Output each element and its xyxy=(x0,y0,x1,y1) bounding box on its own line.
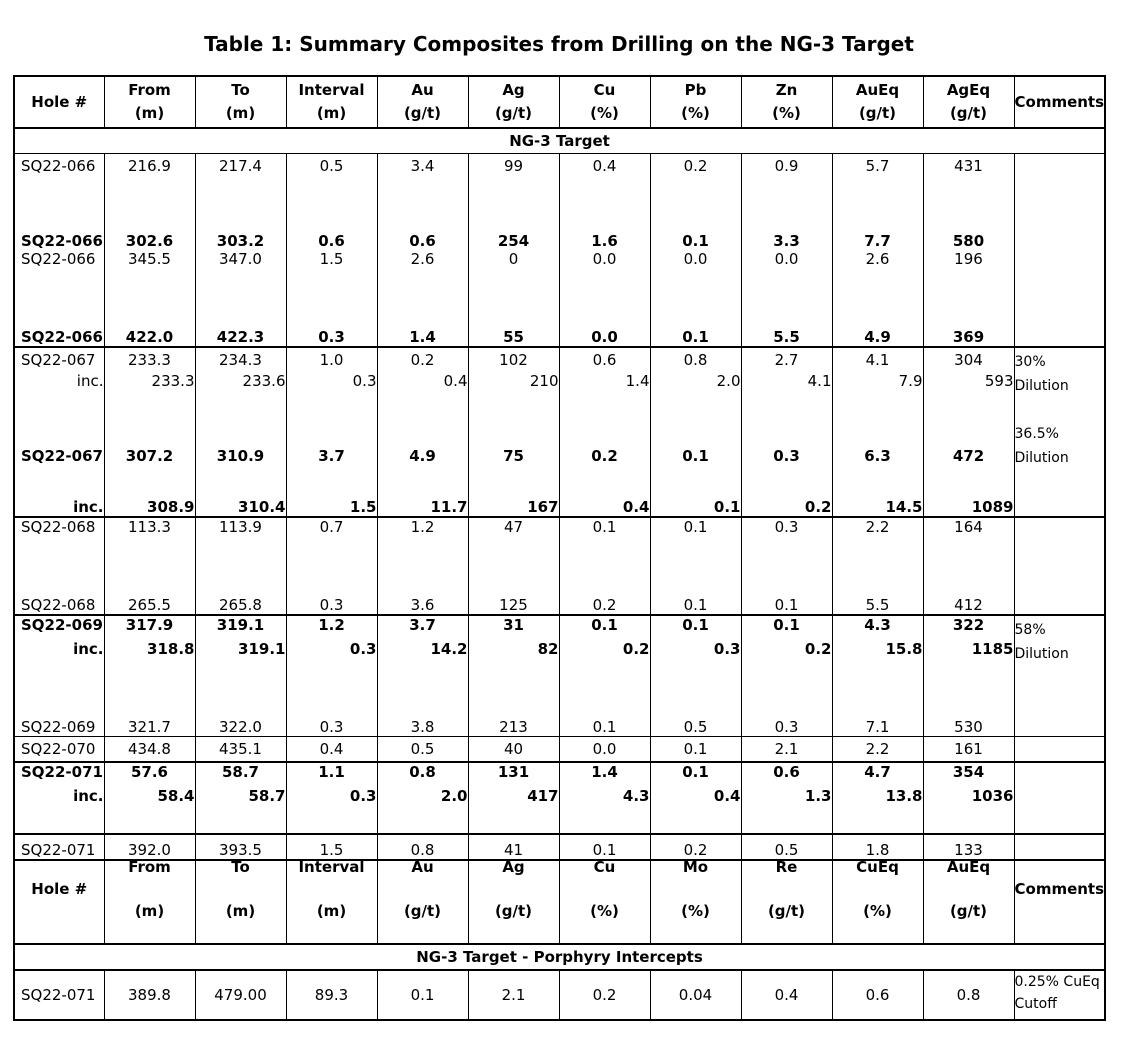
value-cell: 1.4 xyxy=(377,274,468,347)
value-cell: 75 xyxy=(468,420,559,492)
value-cell: 1.8 xyxy=(832,811,923,860)
column-header xyxy=(832,76,923,128)
value-cell: 15.8 xyxy=(832,640,923,688)
column-header-label: Hole # xyxy=(31,92,88,111)
column-header-label: CuEq xyxy=(856,857,899,876)
value-cell: 0.6 xyxy=(832,970,923,1020)
column-header xyxy=(923,76,1014,128)
value-cell: 4.1 xyxy=(832,347,923,372)
value-cell: 308.9 xyxy=(104,492,195,517)
value-cell: 2.6 xyxy=(377,250,468,274)
column-header xyxy=(14,834,104,944)
value-cell: 389.8 xyxy=(104,970,195,1020)
table-title: Table 1: Summary Composites from Drilling on the NG-3 Target xyxy=(204,32,914,56)
value-cell: 233.6 xyxy=(195,372,286,420)
value-cell: 0.6 xyxy=(286,178,377,250)
value-cell: 7.1 xyxy=(832,688,923,737)
column-header-label: Cu xyxy=(593,81,616,99)
column-header-unit: (g/t) xyxy=(403,104,442,122)
column-header xyxy=(195,76,286,128)
value-cell: 431 xyxy=(923,154,1014,179)
composites-table xyxy=(13,75,1106,861)
column-header-unit: (m) xyxy=(134,901,165,920)
value-cell: 40 xyxy=(468,737,559,763)
value-cell: 89.3 xyxy=(286,970,377,1020)
column-header-label: Comments xyxy=(1014,879,1105,898)
value-cell: 3.8 xyxy=(377,688,468,737)
value-cell: 347.0 xyxy=(195,250,286,274)
value-cell: 0.3 xyxy=(741,420,832,492)
value-cell: 14.2 xyxy=(377,640,468,688)
value-cell: 0.1 xyxy=(650,274,741,347)
hole-cell: inc. xyxy=(14,492,104,517)
column-header-unit: (g/t) xyxy=(403,901,442,920)
table-row xyxy=(14,615,1105,640)
value-cell: 422.3 xyxy=(195,274,286,347)
value-cell: 3.7 xyxy=(377,615,468,640)
value-cell: 0.9 xyxy=(741,154,832,179)
table-row xyxy=(14,492,1105,517)
value-cell: 2.0 xyxy=(377,787,468,811)
value-cell: 113.3 xyxy=(104,517,195,542)
value-cell: 317.9 xyxy=(104,615,195,640)
column-header-unit: (%) xyxy=(681,104,710,122)
table-row xyxy=(14,737,1105,763)
hole-cell: SQ22-067 xyxy=(14,420,104,492)
value-cell: 0.3 xyxy=(741,688,832,737)
value-cell: 3.7 xyxy=(286,420,377,492)
value-cell: 0.8 xyxy=(377,811,468,860)
value-cell: 164 xyxy=(923,517,1014,542)
value-cell: 318.8 xyxy=(104,640,195,688)
value-cell: 0.1 xyxy=(650,178,741,250)
column-header-label: Re xyxy=(775,857,798,876)
column-header-unit: (%) xyxy=(772,104,801,122)
value-cell: 0.2 xyxy=(559,640,650,688)
value-cell: 1.5 xyxy=(286,250,377,274)
column-header-label: Ag xyxy=(502,857,525,876)
value-cell: 0.2 xyxy=(559,420,650,492)
hole-cell: SQ22-068 xyxy=(14,517,104,542)
value-cell: 0.3 xyxy=(650,640,741,688)
hole-cell: SQ22-069 xyxy=(14,615,104,640)
value-cell: 102 xyxy=(468,347,559,372)
value-cell: 0.4 xyxy=(559,492,650,517)
column-header-unit: (g/t) xyxy=(858,104,897,122)
column-header-unit: (g/t) xyxy=(767,901,806,920)
value-cell: 0.1 xyxy=(650,542,741,615)
value-cell: 4.9 xyxy=(377,420,468,492)
table-row xyxy=(14,517,1105,542)
column-header-unit: (g/t) xyxy=(494,901,533,920)
value-cell: 310.9 xyxy=(195,420,286,492)
column-header xyxy=(377,834,468,944)
value-cell: 472 xyxy=(923,420,1014,492)
value-cell: 319.1 xyxy=(195,615,286,640)
value-cell: 113.9 xyxy=(195,517,286,542)
value-cell: 412 xyxy=(923,542,1014,615)
column-header xyxy=(741,834,832,944)
value-cell: 217.4 xyxy=(195,154,286,179)
hole-cell: SQ22-071 xyxy=(14,762,104,787)
value-cell: 0.1 xyxy=(650,737,741,763)
column-header-label: AuEq xyxy=(855,81,900,99)
value-cell: 0.3 xyxy=(286,688,377,737)
value-cell: 234.3 xyxy=(195,347,286,372)
value-cell: 99 xyxy=(468,154,559,179)
value-cell: 580 xyxy=(923,178,1014,250)
value-cell: 0.1 xyxy=(650,492,741,517)
table-row xyxy=(14,274,1105,347)
column-header-label: From xyxy=(128,857,171,876)
value-cell: 6.3 xyxy=(832,420,923,492)
comment-cell xyxy=(1014,737,1105,763)
column-header-label: Interval xyxy=(298,857,365,876)
value-cell: 0.1 xyxy=(650,420,741,492)
value-cell: 233.3 xyxy=(104,347,195,372)
value-cell: 1.6 xyxy=(559,178,650,250)
value-cell: 0.7 xyxy=(286,517,377,542)
column-header xyxy=(468,834,559,944)
value-cell: 0.4 xyxy=(559,154,650,179)
porphyry-table xyxy=(13,833,1106,1021)
hole-cell: SQ22-067 xyxy=(14,347,104,372)
value-cell: 1.5 xyxy=(286,492,377,517)
value-cell: 1089 xyxy=(923,492,1014,517)
column-header-unit: (g/t) xyxy=(949,104,988,122)
value-cell: 0.3 xyxy=(286,274,377,347)
column-header-label: Ag xyxy=(502,81,525,99)
hole-cell: SQ22-070 xyxy=(14,737,104,763)
column-header-unit: (%) xyxy=(590,901,619,920)
table-row xyxy=(14,787,1105,811)
column-header xyxy=(468,76,559,128)
column-header-unit: (m) xyxy=(225,104,256,122)
value-cell: 392.0 xyxy=(104,811,195,860)
value-cell: 0.1 xyxy=(741,615,832,640)
value-cell: 2.2 xyxy=(832,517,923,542)
column-header-label: From xyxy=(128,81,171,99)
value-cell: 4.3 xyxy=(832,615,923,640)
column-header-unit: (g/t) xyxy=(949,901,988,920)
value-cell: 307.2 xyxy=(104,420,195,492)
value-cell: 0.0 xyxy=(650,250,741,274)
value-cell: 0.1 xyxy=(650,762,741,787)
value-cell: 0.3 xyxy=(286,372,377,420)
column-header-label: Hole # xyxy=(31,879,88,898)
value-cell: 0.1 xyxy=(650,615,741,640)
value-cell: 82 xyxy=(468,640,559,688)
table-row xyxy=(14,154,1105,179)
value-cell: 354 xyxy=(923,762,1014,787)
value-cell: 0.1 xyxy=(559,811,650,860)
comment-cell xyxy=(1014,517,1105,615)
value-cell: 417 xyxy=(468,787,559,811)
value-cell: 1.0 xyxy=(286,347,377,372)
value-cell: 2.1 xyxy=(741,737,832,763)
column-header xyxy=(559,76,650,128)
table-row xyxy=(14,347,1105,372)
value-cell: 0.2 xyxy=(559,542,650,615)
value-cell: 0.8 xyxy=(377,762,468,787)
value-cell: 0.3 xyxy=(741,517,832,542)
table-row xyxy=(14,762,1105,787)
header-row xyxy=(14,834,1105,944)
column-header xyxy=(650,834,741,944)
column-header-label: Au xyxy=(411,857,434,876)
value-cell: 345.5 xyxy=(104,250,195,274)
value-cell: 321.7 xyxy=(104,688,195,737)
value-cell: 1.1 xyxy=(286,762,377,787)
value-cell: 11.7 xyxy=(377,492,468,517)
value-cell: 133 xyxy=(923,811,1014,860)
hole-cell: inc. xyxy=(14,787,104,811)
value-cell: 0.5 xyxy=(741,811,832,860)
value-cell: 58.7 xyxy=(195,762,286,787)
value-cell: 0.3 xyxy=(286,787,377,811)
value-cell: 3.4 xyxy=(377,154,468,179)
value-cell: 0.3 xyxy=(286,542,377,615)
value-cell: 167 xyxy=(468,492,559,517)
column-header-unit: (%) xyxy=(590,104,619,122)
value-cell: 0.0 xyxy=(559,737,650,763)
comment-cell: 30% Dilution xyxy=(1014,347,1105,420)
column-header-unit: (%) xyxy=(681,901,710,920)
value-cell: 233.3 xyxy=(104,372,195,420)
table-row xyxy=(14,970,1105,1020)
value-cell: 1036 xyxy=(923,787,1014,811)
value-cell: 7.9 xyxy=(832,372,923,420)
value-cell: 1.2 xyxy=(377,517,468,542)
value-cell: 216.9 xyxy=(104,154,195,179)
value-cell: 0.3 xyxy=(286,640,377,688)
value-cell: 161 xyxy=(923,737,1014,763)
value-cell: 41 xyxy=(468,811,559,860)
value-cell: 0.6 xyxy=(377,178,468,250)
value-cell: 0.5 xyxy=(650,688,741,737)
comment-cell: 58% Dilution xyxy=(1014,615,1105,737)
value-cell: 31 xyxy=(468,615,559,640)
value-cell: 0.5 xyxy=(377,737,468,763)
value-cell: 4.7 xyxy=(832,762,923,787)
table-row xyxy=(14,178,1105,250)
value-cell: 4.1 xyxy=(741,372,832,420)
value-cell: 369 xyxy=(923,274,1014,347)
value-cell: 1.3 xyxy=(741,787,832,811)
value-cell: 210 xyxy=(468,372,559,420)
column-header-label: Interval xyxy=(298,81,365,99)
value-cell: 0.1 xyxy=(559,615,650,640)
value-cell: 14.5 xyxy=(832,492,923,517)
comment-cell: 36.5% Dilution xyxy=(1014,420,1105,517)
hole-cell: SQ22-066 xyxy=(14,274,104,347)
value-cell: 435.1 xyxy=(195,737,286,763)
value-cell: 2.1 xyxy=(468,970,559,1020)
value-cell: 2.0 xyxy=(650,372,741,420)
value-cell: 2.6 xyxy=(832,250,923,274)
section-row xyxy=(14,128,1105,154)
header-row xyxy=(14,76,1105,128)
value-cell: 3.3 xyxy=(741,178,832,250)
value-cell: 131 xyxy=(468,762,559,787)
value-cell: 0.1 xyxy=(559,517,650,542)
value-cell: 213 xyxy=(468,688,559,737)
column-header-unit: (m) xyxy=(134,104,165,122)
value-cell: 322.0 xyxy=(195,688,286,737)
value-cell: 393.5 xyxy=(195,811,286,860)
value-cell: 304 xyxy=(923,347,1014,372)
value-cell: 0.5 xyxy=(286,154,377,179)
column-header xyxy=(1014,834,1105,944)
value-cell: 0.6 xyxy=(559,347,650,372)
column-header-label: To xyxy=(231,81,250,99)
table-row xyxy=(14,372,1105,420)
value-cell: 0.6 xyxy=(741,762,832,787)
column-header-label: Au xyxy=(411,81,434,99)
value-cell: 530 xyxy=(923,688,1014,737)
hole-cell: SQ22-066 xyxy=(14,154,104,179)
column-header xyxy=(559,834,650,944)
value-cell: 302.6 xyxy=(104,178,195,250)
value-cell: 0.2 xyxy=(741,640,832,688)
value-cell: 5.7 xyxy=(832,154,923,179)
value-cell: 0.1 xyxy=(559,688,650,737)
hole-cell: SQ22-069 xyxy=(14,688,104,737)
value-cell: 2.7 xyxy=(741,347,832,372)
value-cell: 0.4 xyxy=(377,372,468,420)
value-cell: 310.4 xyxy=(195,492,286,517)
column-header xyxy=(741,76,832,128)
value-cell: 0.2 xyxy=(650,811,741,860)
value-cell: 0.4 xyxy=(741,970,832,1020)
value-cell: 265.5 xyxy=(104,542,195,615)
value-cell: 7.7 xyxy=(832,178,923,250)
column-header-label: Comments xyxy=(1014,92,1105,111)
value-cell: 0.2 xyxy=(559,970,650,1020)
value-cell: 0.8 xyxy=(650,347,741,372)
column-header-unit: (g/t) xyxy=(494,104,533,122)
column-header xyxy=(286,76,377,128)
value-cell: 125 xyxy=(468,542,559,615)
column-header-label: Zn xyxy=(775,81,798,99)
column-header xyxy=(923,834,1014,944)
value-cell: 479.00 xyxy=(195,970,286,1020)
value-cell: 4.3 xyxy=(559,787,650,811)
hole-cell: SQ22-071 xyxy=(14,811,104,860)
column-header-unit: (m) xyxy=(225,901,256,920)
value-cell: 593 xyxy=(923,372,1014,420)
value-cell: 58.4 xyxy=(104,787,195,811)
value-cell: 319.1 xyxy=(195,640,286,688)
hole-cell: SQ22-066 xyxy=(14,178,104,250)
value-cell: 55 xyxy=(468,274,559,347)
hole-cell: inc. xyxy=(14,640,104,688)
column-header xyxy=(14,76,104,128)
value-cell: 2.2 xyxy=(832,737,923,763)
table-row xyxy=(14,420,1105,492)
section-row xyxy=(14,944,1105,970)
column-header xyxy=(195,834,286,944)
column-header xyxy=(104,76,195,128)
value-cell: 58.7 xyxy=(195,787,286,811)
value-cell: 0.1 xyxy=(650,517,741,542)
value-cell: 422.0 xyxy=(104,274,195,347)
column-header xyxy=(832,834,923,944)
value-cell: 434.8 xyxy=(104,737,195,763)
value-cell: 0.2 xyxy=(650,154,741,179)
section-title: NG-3 Target xyxy=(14,128,1105,154)
table-row xyxy=(14,542,1105,615)
hole-cell: SQ22-068 xyxy=(14,542,104,615)
hole-cell: SQ22-066 xyxy=(14,250,104,274)
column-header xyxy=(377,76,468,128)
value-cell: 0.2 xyxy=(377,347,468,372)
column-header-label: Pb xyxy=(684,81,707,99)
value-cell: 196 xyxy=(923,250,1014,274)
value-cell: 0.0 xyxy=(741,250,832,274)
value-cell: 5.5 xyxy=(741,274,832,347)
column-header-unit: (m) xyxy=(316,104,347,122)
value-cell: 1.4 xyxy=(559,762,650,787)
value-cell: 5.5 xyxy=(832,542,923,615)
value-cell: 0.1 xyxy=(741,542,832,615)
value-cell: 1.5 xyxy=(286,811,377,860)
value-cell: 1.2 xyxy=(286,615,377,640)
value-cell: 0.4 xyxy=(650,787,741,811)
column-header xyxy=(104,834,195,944)
column-header xyxy=(650,76,741,128)
column-header xyxy=(286,834,377,944)
column-header-label: AuEq xyxy=(946,857,991,876)
value-cell: 13.8 xyxy=(832,787,923,811)
value-cell: 0.0 xyxy=(559,250,650,274)
value-cell: 0.0 xyxy=(559,274,650,347)
value-cell: 4.9 xyxy=(832,274,923,347)
hole-cell: SQ22-071 xyxy=(14,970,104,1020)
value-cell: 254 xyxy=(468,178,559,250)
table-row xyxy=(14,640,1105,688)
column-header-unit: (m) xyxy=(316,901,347,920)
value-cell: 1.4 xyxy=(559,372,650,420)
value-cell: 303.2 xyxy=(195,178,286,250)
column-header-label: To xyxy=(231,857,250,876)
value-cell: 0.4 xyxy=(286,737,377,763)
column-header-unit: (%) xyxy=(863,901,892,920)
value-cell: 3.6 xyxy=(377,542,468,615)
value-cell: 0.04 xyxy=(650,970,741,1020)
value-cell: 47 xyxy=(468,517,559,542)
value-cell: 0.2 xyxy=(741,492,832,517)
value-cell: 57.6 xyxy=(104,762,195,787)
hole-cell: inc. xyxy=(14,372,104,420)
value-cell: 322 xyxy=(923,615,1014,640)
value-cell: 265.8 xyxy=(195,542,286,615)
comment-cell xyxy=(1014,154,1105,348)
value-cell: 0.1 xyxy=(377,970,468,1020)
value-cell: 1185 xyxy=(923,640,1014,688)
value-cell: 0 xyxy=(468,250,559,274)
column-header-label: Cu xyxy=(593,857,616,876)
table-row xyxy=(14,688,1105,737)
column-header-label: Mo xyxy=(682,857,709,876)
comment-cell: 0.25% CuEq Cutoff xyxy=(1014,970,1105,1020)
column-header xyxy=(1014,76,1105,128)
table-row xyxy=(14,250,1105,274)
section-title: NG-3 Target - Porphyry Intercepts xyxy=(14,944,1105,970)
value-cell: 0.8 xyxy=(923,970,1014,1020)
column-header-label: AgEq xyxy=(946,81,991,99)
